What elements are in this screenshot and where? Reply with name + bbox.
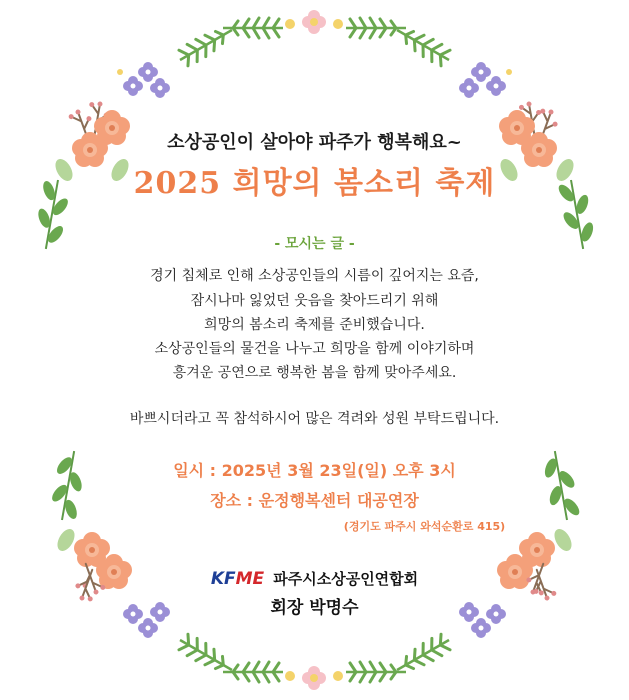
kfme-logo bbox=[211, 569, 264, 589]
body-line: 경기 침체로 인해 소상공인들의 시름이 깊어지는 요즘, bbox=[150, 268, 479, 284]
festival-title: 2025 희망의 봄소리 축제 bbox=[133, 166, 496, 201]
body-line: 잠시나마 잃었던 웃음을 찾아드리기 위해 bbox=[190, 293, 439, 309]
president-name: 회장 박명수 bbox=[270, 598, 359, 618]
attendance-request: 바쁘시더라고 꼭 참석하시어 많은 격려와 성원 부탁드립니다. bbox=[129, 411, 500, 427]
logo-kf: KF bbox=[210, 568, 236, 589]
logo-me: ME bbox=[235, 568, 265, 589]
body-line: 희망의 봄소리 축제를 준비했습니다. bbox=[204, 317, 425, 333]
venue-address: (경기도 파주시 와석순환로 415) bbox=[343, 520, 506, 533]
organization-row bbox=[0, 568, 629, 589]
slogan: 소상공인이 살아야 파주가 행복해요~ bbox=[167, 132, 462, 153]
organization-name: 파주시소상공인연합회 bbox=[273, 570, 419, 588]
event-venue: 장소 : 운정행복센터 대공연장 bbox=[210, 491, 419, 510]
body-line: 흥겨운 공연으로 행복한 봄을 함께 맞아주세요. bbox=[172, 365, 457, 381]
section-heading: - 모시는 글 - bbox=[274, 236, 355, 252]
event-date: 일시 : 2025년 3월 23일(일) 오후 3시 bbox=[173, 461, 456, 480]
body-line: 소상공인들의 물건을 나누고 희망을 함께 이야기하며 bbox=[154, 341, 475, 357]
